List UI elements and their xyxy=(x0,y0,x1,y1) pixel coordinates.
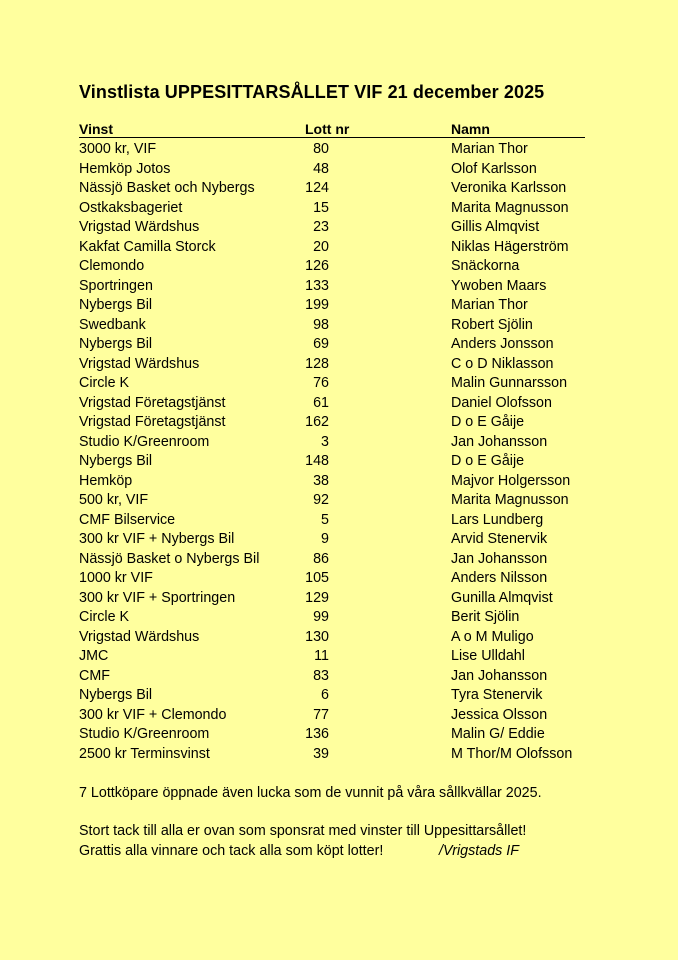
table-row xyxy=(79,257,585,277)
prize-cell: Studio K/Greenroom xyxy=(79,433,210,450)
prize-table xyxy=(79,121,585,764)
name-cell: Malin G/ Eddie xyxy=(451,726,545,742)
ticket-cell: 38 xyxy=(313,472,329,489)
ticket-cell: 136 xyxy=(305,726,329,742)
ticket-cell: 162 xyxy=(305,414,329,430)
thanks-line-2-block xyxy=(79,842,599,862)
name-cell: D o E Gåije xyxy=(451,453,525,469)
table-row xyxy=(79,686,585,706)
table-row xyxy=(79,745,585,765)
name-cell: Lars Lundberg xyxy=(451,511,544,528)
name-cell: Veronika Karlsson xyxy=(451,180,567,196)
prize-cell: Clemondo xyxy=(79,258,145,274)
ticket-cell: 130 xyxy=(305,628,329,645)
prize-cell: 500 kr, VIF xyxy=(79,492,149,508)
name-cell: Marita Magnusson xyxy=(451,199,569,216)
ticket-cell: 126 xyxy=(305,258,329,274)
ticket-cell: 5 xyxy=(321,511,329,528)
prize-cell: Vrigstad Företagstjänst xyxy=(79,414,226,430)
ticket-cell: 9 xyxy=(321,531,329,547)
table-row xyxy=(79,296,585,316)
table-row xyxy=(79,218,585,238)
table-row xyxy=(79,706,585,726)
table-row xyxy=(79,199,585,219)
table-row xyxy=(79,530,585,550)
prize-cell: Hemköp Jotos xyxy=(79,160,171,177)
prize-cell: Circle K xyxy=(79,375,130,391)
prize-cell: 300 kr VIF + Clemondo xyxy=(79,706,227,723)
table-row xyxy=(79,589,585,609)
ticket-cell: 20 xyxy=(313,238,329,255)
prize-cell: Nybergs Bil xyxy=(79,336,153,352)
ticket-cell: 148 xyxy=(305,453,329,469)
thanks-line-2: Grattis alla vinnare och tack alla som köpt lotter! xyxy=(79,843,384,859)
prize-cell: Nässjö Basket och Nybergs xyxy=(79,180,255,196)
prize-cell: Nybergs Bil xyxy=(79,297,153,313)
name-cell: Niklas Hägerström xyxy=(451,238,569,255)
ticket-cell: 80 xyxy=(313,141,329,157)
ticket-cell: 69 xyxy=(313,336,329,352)
prize-cell: Vrigstad Wärdshus xyxy=(79,355,200,372)
signature: /Vrigstads IF xyxy=(439,843,519,859)
ticket-cell: 23 xyxy=(313,219,329,235)
note-text: 7 Lottköpare öppnade även lucka som de vunnit på våra sållkvällar 2025. xyxy=(79,785,542,801)
name-cell: Olof Karlsson xyxy=(451,160,537,177)
name-cell: Jan Johansson xyxy=(451,433,548,450)
name-cell: Robert Sjölin xyxy=(451,316,533,333)
name-cell: Tyra Stenervik xyxy=(451,687,543,703)
prize-cell: Studio K/Greenroom xyxy=(79,726,210,742)
table-row xyxy=(79,667,585,687)
ticket-cell: 128 xyxy=(305,355,329,372)
ticket-cell: 15 xyxy=(313,199,329,216)
prize-cell: Vrigstad Wärdshus xyxy=(79,628,200,645)
name-cell: Jessica Olsson xyxy=(451,706,548,723)
ticket-cell: 6 xyxy=(321,687,329,703)
ticket-cell: 48 xyxy=(313,160,329,177)
name-cell: Anders Nilsson xyxy=(451,570,548,586)
prize-cell: Hemköp xyxy=(79,472,133,489)
table-row xyxy=(79,413,585,433)
name-cell: Daniel Olofsson xyxy=(451,394,552,411)
table-row xyxy=(79,569,585,589)
prize-cell: Vrigstad Företagstjänst xyxy=(79,394,226,411)
ticket-cell: 105 xyxy=(305,570,329,586)
table-row xyxy=(79,608,585,628)
table-row xyxy=(79,647,585,667)
prize-cell: 1000 kr VIF xyxy=(79,570,153,586)
name-cell: M Thor/M Olofsson xyxy=(451,745,573,762)
ticket-cell: 61 xyxy=(313,394,329,411)
table-row xyxy=(79,452,585,472)
ticket-cell: 129 xyxy=(305,589,329,606)
prize-cell: Sportringen xyxy=(79,277,153,294)
prize-cell: 2500 kr Terminsvinst xyxy=(79,745,210,762)
ticket-cell: 3 xyxy=(321,433,329,450)
table-row xyxy=(79,628,585,648)
ticket-cell: 39 xyxy=(313,745,329,762)
name-cell: A o M Muligo xyxy=(451,628,534,645)
name-cell: Jan Johansson xyxy=(451,550,548,567)
prize-cell: Ostkaksbageriet xyxy=(79,199,183,216)
table-row xyxy=(79,277,585,297)
name-cell: Lise Ulldahl xyxy=(451,648,525,664)
ticket-cell: 77 xyxy=(313,706,329,723)
prize-cell: 300 kr VIF + Sportringen xyxy=(79,589,236,606)
prize-cell: CMF Bilservice xyxy=(79,511,176,528)
prize-cell: 300 kr VIF + Nybergs Bil xyxy=(79,531,235,547)
prize-cell: Vrigstad Wärdshus xyxy=(79,219,200,235)
table-row xyxy=(79,316,585,336)
ticket-cell: 98 xyxy=(313,316,329,333)
ticket-cell: 124 xyxy=(305,180,329,196)
prize-cell: Nybergs Bil xyxy=(79,453,153,469)
prize-cell: 3000 kr, VIF xyxy=(79,141,157,157)
table-row xyxy=(79,550,585,570)
table-row xyxy=(79,179,585,199)
header-name: Namn xyxy=(451,121,490,137)
name-cell: Gillis Almqvist xyxy=(451,219,540,235)
ticket-cell: 76 xyxy=(313,375,329,391)
table-row xyxy=(79,140,585,160)
prize-cell: Nybergs Bil xyxy=(79,687,153,703)
prize-cell: Nässjö Basket o Nybergs Bil xyxy=(79,550,260,567)
name-cell: Arvid Stenervik xyxy=(451,531,548,547)
ticket-cell: 11 xyxy=(314,648,329,664)
table-row xyxy=(79,433,585,453)
name-cell: Berit Sjölin xyxy=(451,609,520,625)
table-row xyxy=(79,725,585,745)
name-cell: D o E Gåije xyxy=(451,414,525,430)
thanks-line-1: Stort tack till alla er ovan som sponsrat med vinster till Uppesittarsållet! xyxy=(79,823,527,839)
table-row xyxy=(79,472,585,492)
header-ticket: Lott nr xyxy=(305,121,350,137)
table-row xyxy=(79,394,585,414)
name-cell: Gunilla Almqvist xyxy=(451,589,553,606)
header-prize: Vinst xyxy=(79,121,113,137)
name-cell: Majvor Holgersson xyxy=(451,472,571,489)
ticket-cell: 86 xyxy=(313,550,329,567)
ticket-cell: 99 xyxy=(313,609,329,625)
prize-cell: Circle K xyxy=(79,609,130,625)
name-cell: Jan Johansson xyxy=(451,667,548,684)
ticket-cell: 133 xyxy=(305,277,329,294)
table-row xyxy=(79,238,585,258)
ticket-cell: 199 xyxy=(305,297,329,313)
page-title: Vinstlista UPPESITTARSÅLLET VIF 21 december 2025 xyxy=(79,82,545,102)
name-cell: Snäckorna xyxy=(451,258,520,274)
ticket-cell: 92 xyxy=(313,492,329,508)
prize-cell: JMC xyxy=(79,648,109,664)
table-row xyxy=(79,355,585,375)
name-cell: Marita Magnusson xyxy=(451,492,569,508)
name-cell: Ywoben Maars xyxy=(451,277,547,294)
name-cell: Anders Jonsson xyxy=(451,336,554,352)
prize-cell: Swedbank xyxy=(79,316,146,333)
name-cell: Malin Gunnarsson xyxy=(451,375,568,391)
table-header xyxy=(79,121,585,138)
table-row xyxy=(79,335,585,355)
table-row xyxy=(79,374,585,394)
ticket-cell: 83 xyxy=(313,667,329,684)
name-cell: C o D Niklasson xyxy=(451,355,554,372)
table-row xyxy=(79,511,585,531)
name-cell: Marian Thor xyxy=(451,141,528,157)
table-row xyxy=(79,160,585,180)
prize-cell: CMF xyxy=(79,667,110,684)
name-cell: Marian Thor xyxy=(451,297,528,313)
table-body xyxy=(79,138,585,764)
prize-cell: Kakfat Camilla Storck xyxy=(79,238,216,255)
table-row xyxy=(79,491,585,511)
